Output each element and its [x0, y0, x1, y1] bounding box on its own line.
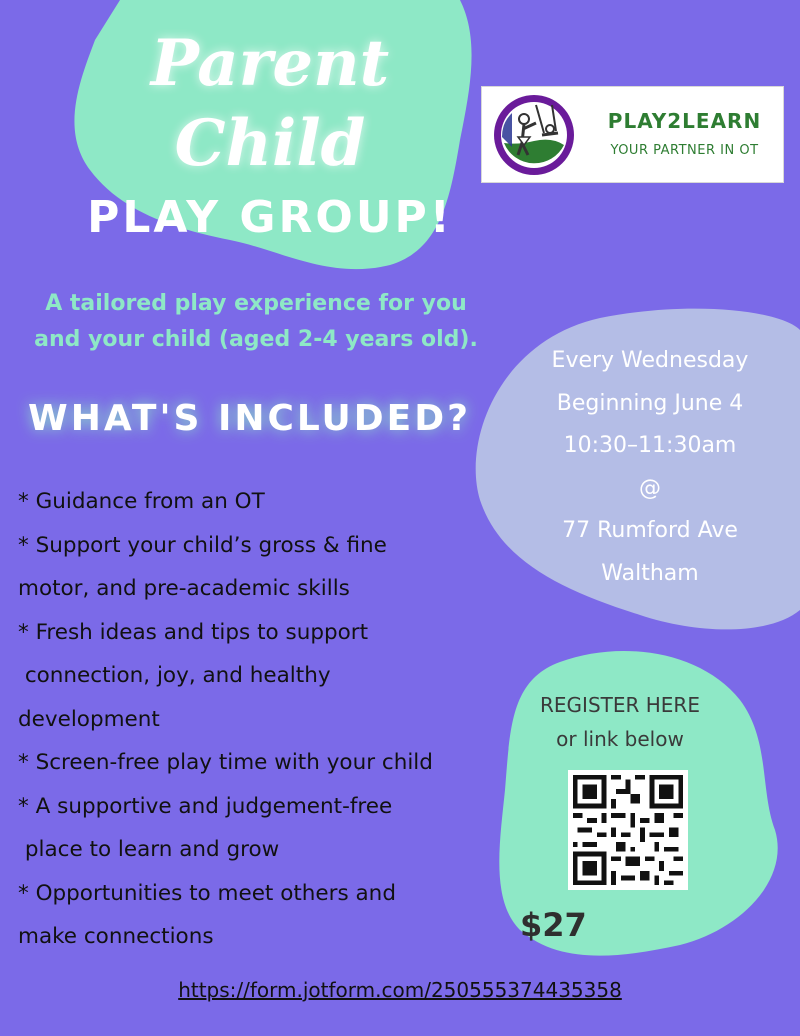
list-item: * Guidance from an OT [18, 489, 265, 514]
tagline [6, 286, 506, 358]
title-play-group: PLAY GROUP! [87, 192, 453, 243]
list-item: connection, joy, and healthy [18, 663, 331, 688]
schedule-city: Waltham [601, 560, 699, 586]
included-heading: WHAT'S INCLUDED? [28, 398, 472, 439]
schedule-info [500, 340, 800, 595]
schedule-address: 77 Rumford Ave [562, 518, 738, 543]
registration-link[interactable]: https://form.jotform.com/250555374435358 [178, 978, 622, 1002]
price: $27 [520, 906, 587, 944]
tagline-line-1: A tailored play experience for you [45, 291, 467, 316]
qr-code-icon[interactable] [568, 770, 688, 890]
list-item: make connections [18, 924, 214, 949]
logo-name: PLAY2LEARN [607, 109, 762, 133]
schedule-day: Every Wednesday [551, 348, 749, 373]
list-item: * A supportive and judgement-free [18, 793, 393, 819]
register-callout [510, 688, 730, 756]
list-item: development [18, 706, 160, 732]
list-item: place to learn and grow [18, 837, 280, 862]
schedule-time: 10:30–11:30am [563, 433, 737, 458]
logo-tagline: YOUR PARTNER IN OT [610, 143, 759, 158]
included-list [18, 480, 488, 959]
register-subtext: or link below [556, 727, 684, 751]
list-item: * Screen-free play time with your child [18, 750, 433, 775]
list-item: * Opportunities to meet others and [18, 880, 396, 906]
schedule-at: @ [639, 475, 661, 501]
schedule-start: Beginning June 4 [556, 390, 744, 416]
list-item: * Fresh ideas and tips to support [18, 619, 369, 645]
play2learn-logo [481, 86, 784, 183]
list-item: motor, and pre-academic skills [18, 576, 350, 601]
register-heading: REGISTER HERE [540, 693, 700, 717]
tagline-line-2: and your child (aged 2-4 years old). [34, 327, 478, 352]
list-item: * Support your child’s gross & fine [18, 532, 387, 558]
title-parent: Parent [150, 26, 390, 101]
child-swing-icon [492, 93, 576, 177]
title-child: Child [174, 106, 366, 181]
